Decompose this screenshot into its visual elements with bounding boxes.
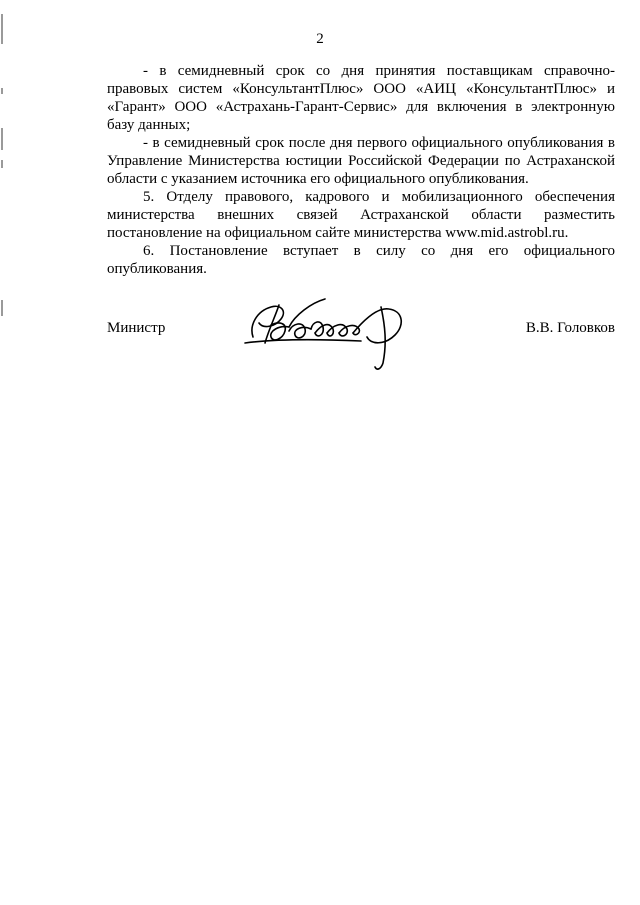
- scan-edge-mark: [1, 160, 3, 168]
- page-number: 2: [316, 31, 324, 47]
- signature-block: [107, 285, 615, 375]
- handwritten-signature-icon: [235, 285, 425, 375]
- document-body: [107, 62, 615, 278]
- paragraph-justice-delivery: - в семидневный срок после дня первого официального опубликования в Управление Министерства юстиции Российской Федерации по Астраханской области с указанием источника его официального опубликования.: [107, 135, 615, 187]
- signer-title: Министр: [107, 320, 166, 336]
- paragraph-item-5: 5. Отделу правового, кадрового и мобилизационного обеспечения министерства внешних связей Астраханской области разместить постановление на официальном сайте министерства www.mid.astrobl.ru.: [107, 189, 615, 241]
- scan-edge-mark: [1, 88, 3, 94]
- scan-edge-mark: [1, 300, 3, 316]
- signer-name: В.В. Головков: [525, 320, 615, 336]
- scan-edge-mark: [1, 128, 3, 150]
- paragraph-item-6: 6. Постановление вступает в силу со дня его официального опубликования.: [107, 243, 615, 277]
- paragraph-consultant-delivery: - в семидневный срок со дня принятия поставщикам справочно-правовых систем «КонсультантПлюс» ООО «АИЦ «КонсультантПлюс» и «Гарант» ООО «Астрахань-Гарант-Сервис» для включения в электронную базу данных;: [107, 63, 615, 133]
